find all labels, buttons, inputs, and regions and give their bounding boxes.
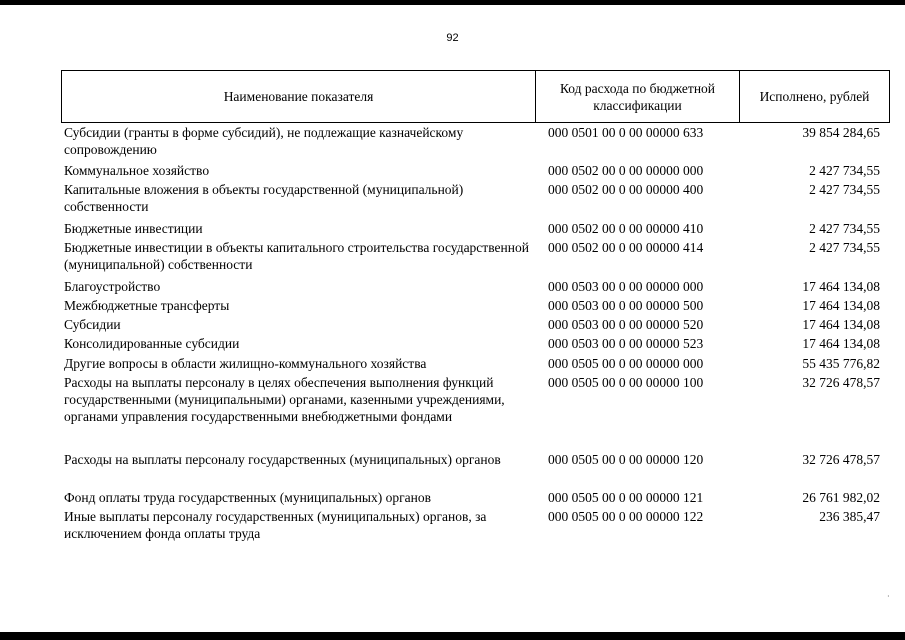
row-code: 000 0503 00 0 00 00000 000 [548, 279, 704, 294]
row-name: Фонд оплаты труда государственных (муниципальных) органов [64, 490, 431, 505]
row-amount: 39 854 284,65 [802, 125, 880, 140]
row-name: Благоустройство [64, 279, 161, 294]
row-amount: 17 464 134,08 [802, 279, 880, 294]
row-amount: 55 435 776,82 [802, 356, 880, 371]
row-code: 000 0505 00 0 00 00000 121 [548, 490, 704, 505]
bottom-border-rule [0, 632, 905, 640]
row-amount: 26 761 982,02 [802, 490, 880, 505]
row-name: Расходы на выплаты персоналу в целях обеспечения выполнения функций государственными (муниципальными) органами, казенными учреждениями, органами управления государственными внебюджетными фондами [64, 375, 505, 424]
row-code: 000 0505 00 0 00 00000 100 [548, 375, 704, 390]
row-amount: 236 385,47 [819, 509, 880, 524]
row-code: 000 0505 00 0 00 00000 120 [548, 452, 704, 467]
row-amount: 17 464 134,08 [802, 298, 880, 313]
row-amount: 2 427 734,55 [809, 182, 880, 197]
scan-mark: · [887, 592, 890, 601]
row-name: Капитальные вложения в объекты государственной (муниципальной) собственности [64, 182, 464, 214]
row-code: 000 0503 00 0 00 00000 523 [548, 336, 704, 351]
row-name: Бюджетные инвестиции в объекты капитального строительства государственной (муниципальной) собственности [64, 240, 529, 272]
row-amount: 32 726 478,57 [802, 452, 880, 467]
row-code: 000 0503 00 0 00 00000 520 [548, 317, 704, 332]
row-code: 000 0505 00 0 00 00000 122 [548, 509, 704, 524]
row-name: Иные выплаты персоналу государственных (муниципальных) органов, за исключением фонда оплаты труда [64, 509, 487, 541]
row-name: Межбюджетные трансферты [64, 298, 230, 313]
row-amount: 2 427 734,55 [809, 240, 880, 255]
row-code: 000 0505 00 0 00 00000 000 [548, 356, 704, 371]
header-code: Код расхода по бюджетной классификации [536, 71, 740, 122]
table-header [61, 70, 890, 123]
row-name: Субсидии (гранты в форме субсидий), не подлежащие казначейскому сопровождению [64, 125, 464, 157]
row-code: 000 0502 00 0 00 00000 400 [548, 182, 704, 197]
row-name: Другие вопросы в области жилищно-коммунального хозяйства [64, 356, 427, 371]
row-code: 000 0502 00 0 00 00000 000 [548, 163, 704, 178]
row-name: Консолидированные субсидии [64, 336, 240, 351]
row-amount: 17 464 134,08 [802, 336, 880, 351]
row-code: 000 0502 00 0 00 00000 410 [548, 221, 704, 236]
row-code: 000 0502 00 0 00 00000 414 [548, 240, 704, 255]
row-code: 000 0501 00 0 00 00000 633 [548, 125, 704, 140]
row-name: Коммунальное хозяйство [64, 163, 210, 178]
row-amount: 17 464 134,08 [802, 317, 880, 332]
row-name: Субсидии [64, 317, 121, 332]
row-code: 000 0503 00 0 00 00000 500 [548, 298, 704, 313]
header-executed: Исполнено, рублей [759, 89, 870, 104]
row-amount: 2 427 734,55 [809, 221, 880, 236]
page-number: 92 [446, 32, 459, 44]
header-name: Наименование показателя [62, 71, 536, 122]
row-amount: 2 427 734,55 [809, 163, 880, 178]
row-amount: 32 726 478,57 [802, 375, 880, 390]
top-border-rule [0, 0, 905, 5]
row-name: Расходы на выплаты персоналу государственных (муниципальных) органов [64, 452, 501, 467]
row-name: Бюджетные инвестиции [64, 221, 203, 236]
